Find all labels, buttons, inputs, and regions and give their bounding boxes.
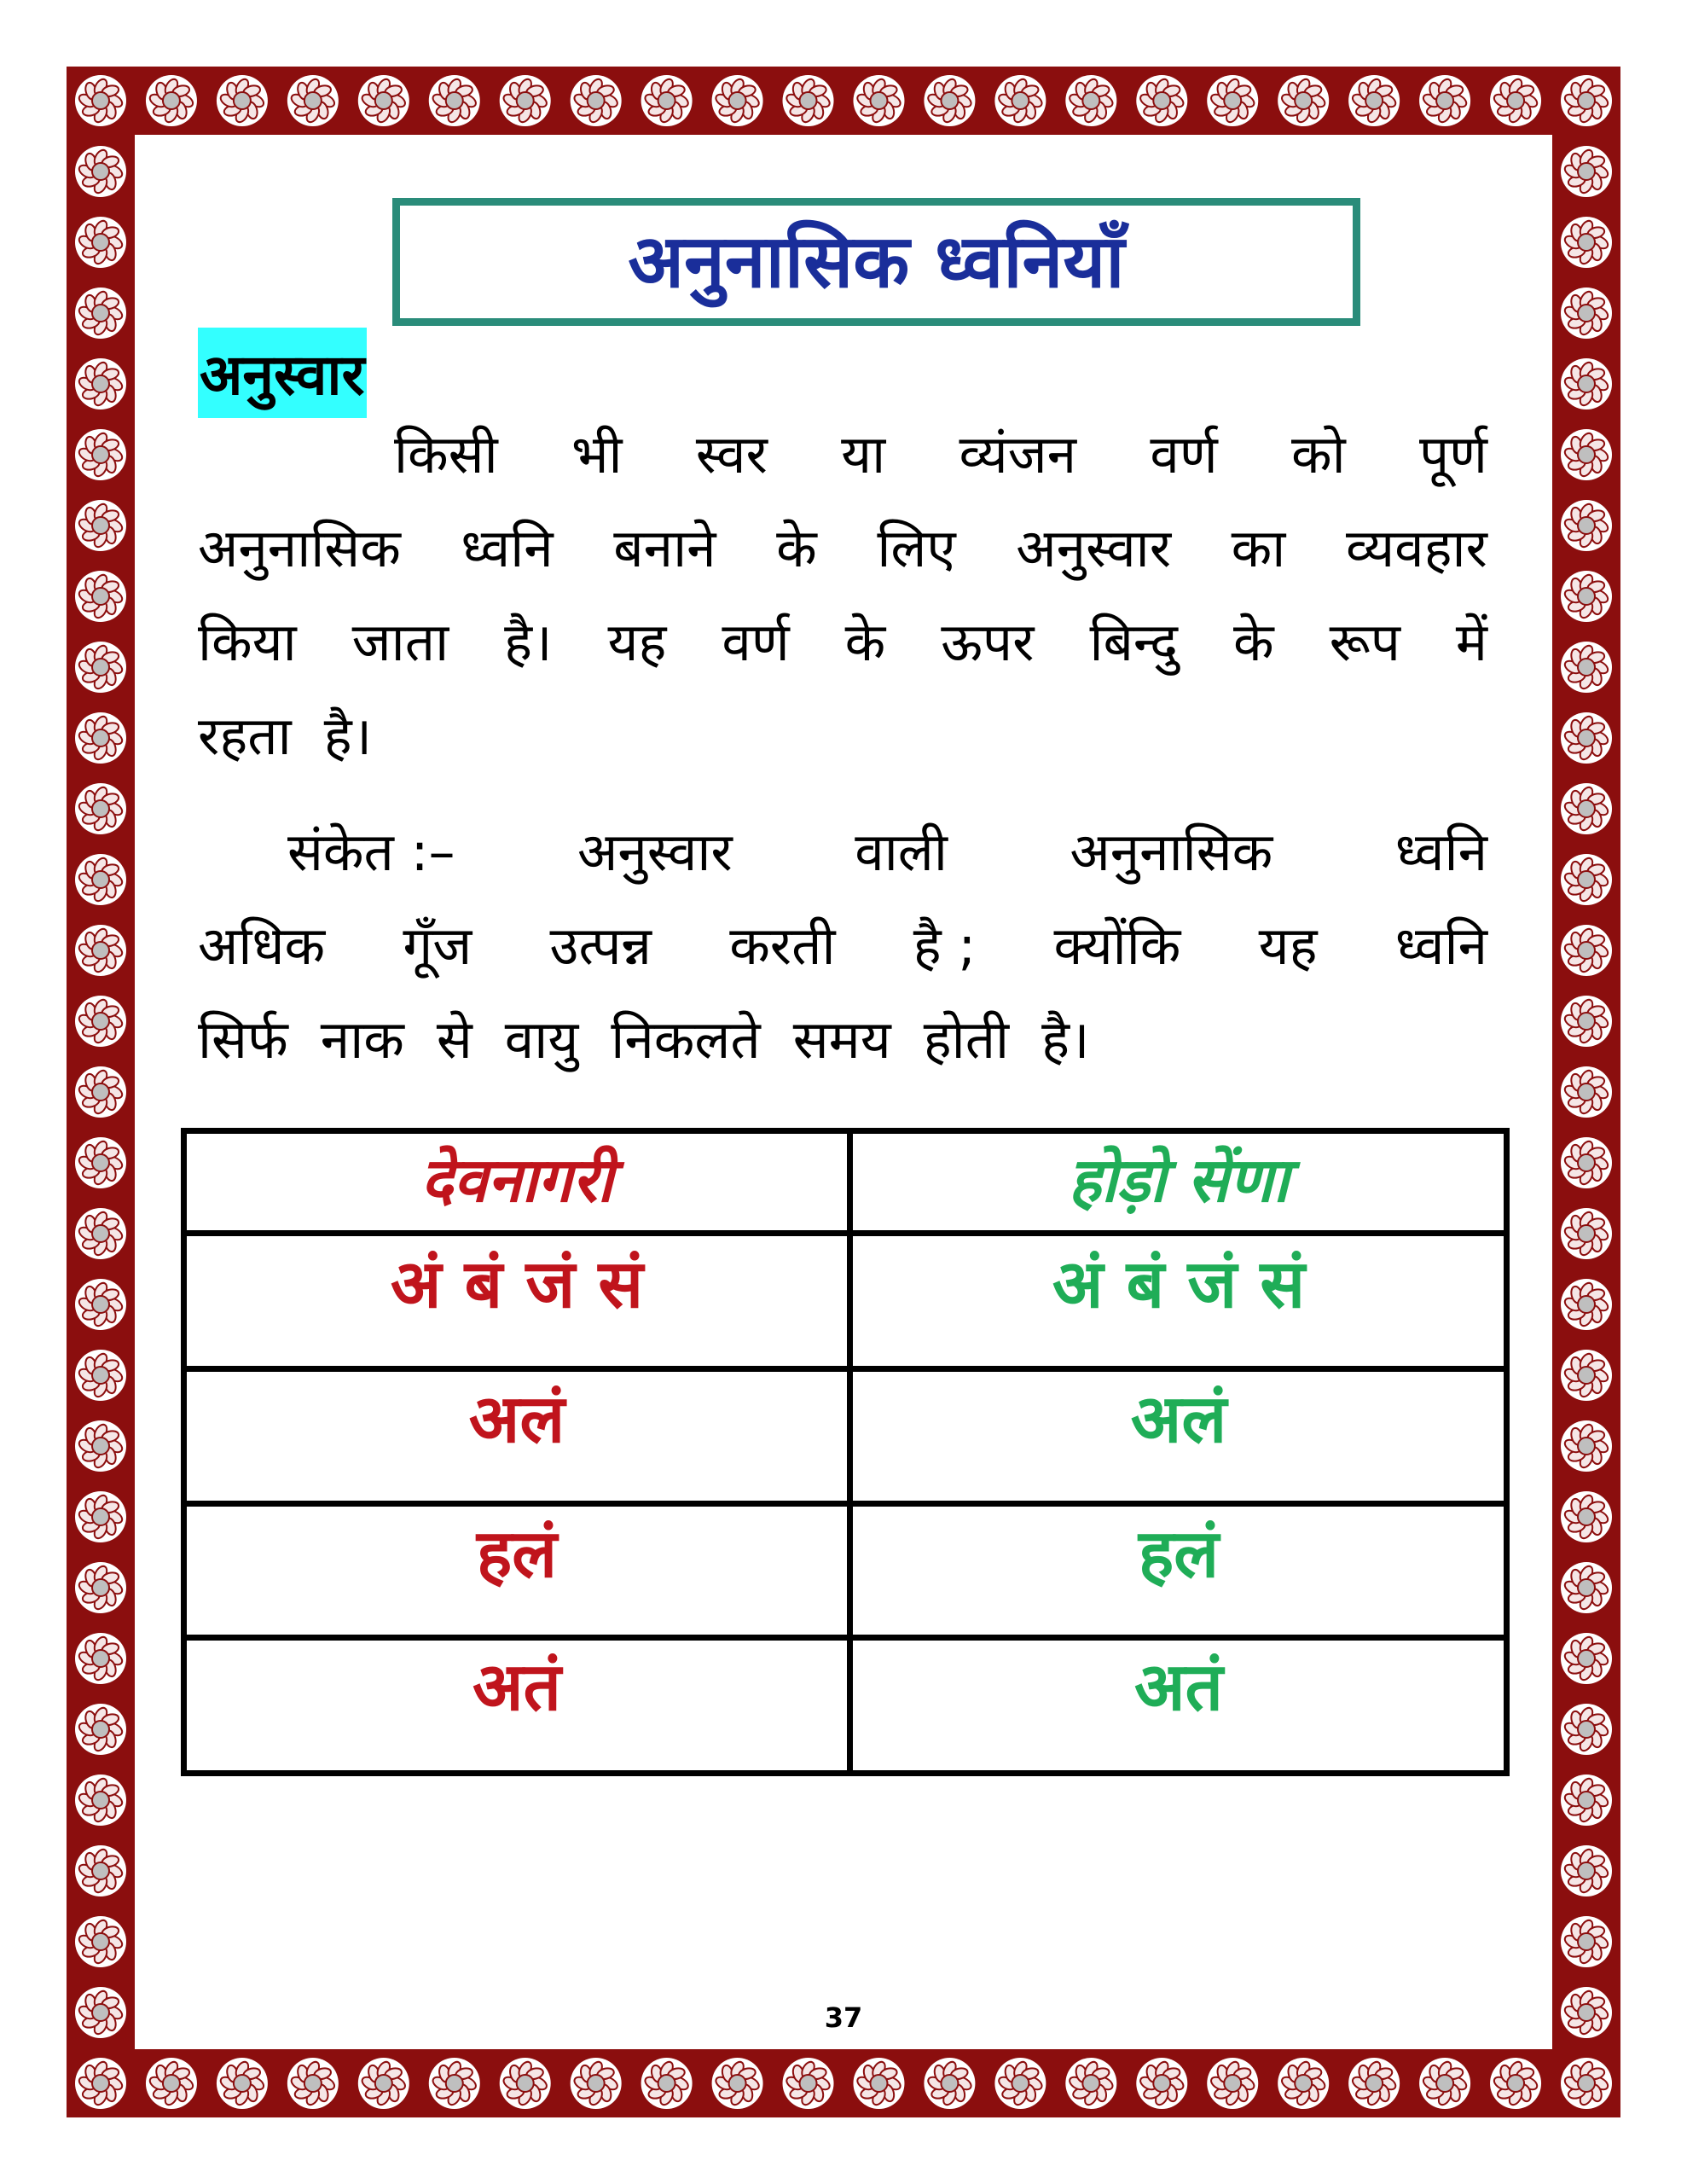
word: रहता bbox=[198, 705, 292, 767]
word: किसी bbox=[394, 423, 498, 485]
cell-devanagari-row-4: अतं bbox=[472, 1649, 562, 1726]
word: करती bbox=[729, 915, 836, 977]
paragraph-line bbox=[198, 899, 1487, 993]
paragraph-line bbox=[198, 805, 1487, 899]
cell-ho-row-1: अं बं जं सं bbox=[1052, 1246, 1306, 1323]
word: है ; bbox=[913, 915, 977, 977]
word: अनुस्वार bbox=[1016, 517, 1172, 579]
word: का bbox=[1231, 517, 1286, 579]
paragraph-line bbox=[198, 993, 1487, 1087]
comparison-table bbox=[181, 1128, 1510, 1776]
word: या bbox=[841, 423, 886, 485]
paragraph-line bbox=[198, 408, 1487, 502]
word: अनुस्वार bbox=[577, 821, 733, 883]
word: वायु bbox=[504, 1008, 579, 1071]
paragraph-line bbox=[198, 502, 1487, 595]
word: बनाने bbox=[613, 517, 716, 579]
word: होती bbox=[923, 1008, 1010, 1071]
row-divider bbox=[187, 1366, 1504, 1372]
word: स्वर bbox=[695, 423, 768, 485]
header-ho: होड़ो सेंणा bbox=[1068, 1144, 1290, 1216]
column-divider bbox=[847, 1134, 853, 1770]
word: में bbox=[1455, 611, 1487, 673]
word: को bbox=[1290, 423, 1346, 485]
word: व्यंजन bbox=[959, 423, 1077, 485]
word: ध्वनि bbox=[1394, 915, 1487, 977]
cell-ho-row-2: अलं bbox=[1130, 1381, 1227, 1458]
word: यह bbox=[1258, 915, 1318, 977]
word: लिए bbox=[877, 517, 956, 579]
paragraph-anusvar-definition bbox=[198, 408, 1487, 783]
page-number: 37 bbox=[824, 2001, 863, 2034]
cell-devanagari-row-2: अलं bbox=[468, 1381, 565, 1458]
word: अनुनासिक bbox=[1070, 821, 1273, 883]
word: वाली bbox=[855, 821, 948, 883]
cell-ho-row-4: अतं bbox=[1133, 1649, 1224, 1726]
word: के bbox=[1232, 611, 1274, 673]
word: के bbox=[776, 517, 817, 579]
word: बिन्दु bbox=[1089, 611, 1178, 673]
word: किया bbox=[198, 611, 297, 673]
word: से bbox=[436, 1008, 472, 1071]
word: जाता bbox=[351, 611, 449, 673]
word: पूर्ण bbox=[1418, 423, 1487, 485]
page-title: अनुनासिक ध्वनियाँ bbox=[628, 219, 1125, 305]
word: है। bbox=[1041, 1008, 1090, 1071]
word: भी bbox=[571, 423, 623, 485]
word: अधिक bbox=[198, 915, 326, 977]
word: वर्ण bbox=[722, 611, 790, 673]
word: संकेत :– bbox=[287, 821, 455, 883]
word: यह bbox=[607, 611, 667, 673]
word: नाक bbox=[320, 1008, 404, 1071]
word: रूप bbox=[1329, 611, 1400, 673]
word: गूँज bbox=[403, 915, 472, 977]
cell-devanagari-row-3: हलं bbox=[476, 1516, 558, 1593]
word: वर्ण bbox=[1150, 423, 1218, 485]
word: उत्पन्न bbox=[549, 915, 652, 977]
paragraph-line bbox=[198, 595, 1487, 689]
row-divider bbox=[187, 1635, 1504, 1641]
row-divider bbox=[187, 1501, 1504, 1507]
header-devanagari: देवनागरी bbox=[420, 1144, 613, 1216]
word: है। bbox=[504, 611, 553, 673]
word: व्यवहार bbox=[1345, 517, 1487, 579]
word: अनुनासिक bbox=[198, 517, 401, 579]
word: है। bbox=[323, 705, 373, 767]
title-box bbox=[392, 198, 1360, 326]
section-heading: अनुस्वार bbox=[198, 328, 367, 418]
cell-devanagari-row-1: अं बं जं सं bbox=[390, 1246, 644, 1323]
word: क्योंकि bbox=[1053, 915, 1181, 977]
word: सिर्फ bbox=[198, 1008, 288, 1071]
word: के bbox=[844, 611, 886, 673]
paragraph-line bbox=[198, 689, 1487, 783]
cell-ho-row-3: हलं bbox=[1138, 1516, 1220, 1593]
word: ध्वनि bbox=[1394, 821, 1487, 883]
word: समय bbox=[792, 1008, 891, 1071]
paragraph-note bbox=[198, 805, 1487, 1087]
word: निकलते bbox=[611, 1008, 761, 1071]
word: ऊपर bbox=[941, 611, 1035, 673]
row-divider bbox=[187, 1230, 1504, 1236]
word: ध्वनि bbox=[461, 517, 554, 579]
